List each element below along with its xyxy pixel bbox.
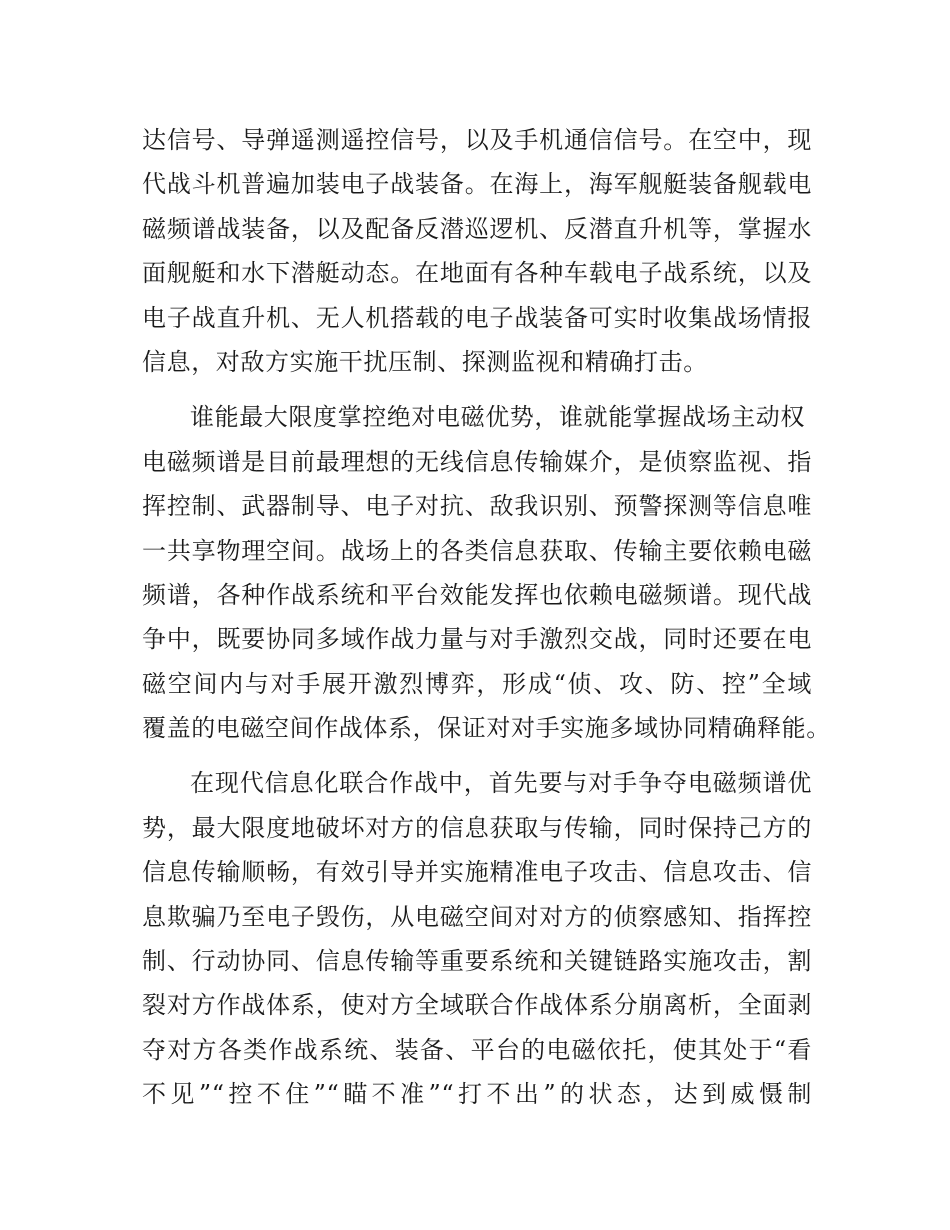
text-line: 不见”“控不住”“瞄不准”“打不出”的状态，达到威慑制 xyxy=(142,1080,812,1109)
paragraph-spacer xyxy=(142,750,812,761)
text-line: 挥控制、武器制导、电子对抗、敌我识别、预警探测等信息唯 xyxy=(142,492,812,521)
text-line: 势，最大限度地破坏对方的信息获取与传输，同时保持己方的 xyxy=(142,813,812,842)
text-line: 电磁频谱是目前最理想的无线信息传输媒介，是侦察监视、指 xyxy=(142,447,812,476)
text-line: 在现代信息化联合作战中，首先要与对手争夺电磁频谱优 xyxy=(190,769,812,798)
text-line-heading: 谁能最大限度掌控绝对电磁优势，谁就能掌握战场主动权 xyxy=(190,403,805,432)
text-line: 磁频谱战装备，以及配备反潜巡逻机、反潜直升机等，掌握水 xyxy=(142,214,812,243)
text-line: 息欺骗乃至电子毁伤，从电磁空间对对方的侦察感知、指挥控 xyxy=(142,902,812,931)
text-line: 裂对方作战体系，使对方全域联合作战体系分崩离析，全面剥 xyxy=(142,991,812,1020)
text-line: 频谱，各种作战系统和平台效能发挥也依赖电磁频谱。现代战 xyxy=(142,580,812,609)
paragraph-3 xyxy=(142,761,812,1116)
paragraph-1 xyxy=(142,118,812,384)
text-line: 面舰艇和水下潜艇动态。在地面有各种车载电子战系统，以及 xyxy=(142,259,812,288)
text-line: 信息传输顺畅，有效引导并实施精准电子攻击、信息攻击、信 xyxy=(142,858,812,887)
document-body xyxy=(142,118,831,1117)
text-line: 代战斗机普遍加装电子战装备。在海上，海军舰艇装备舰载电 xyxy=(142,170,812,199)
text-line: 电子战直升机、无人机搭载的电子战装备可实时收集战场情报 xyxy=(142,303,812,332)
paragraph-spacer xyxy=(142,384,812,395)
text-line: 信息，对敌方实施干扰压制、探测监视和精确打击。 xyxy=(142,347,708,376)
text-line: 争中，既要协同多域作战力量与对手激烈交战，同时还要在电 xyxy=(142,625,812,654)
text-line: 一共享物理空间。战场上的各类信息获取、传输主要依赖电磁 xyxy=(142,536,812,565)
text-line: 制、行动协同、信息传输等重要系统和关键链路实施攻击，割 xyxy=(142,947,812,976)
paragraph-2 xyxy=(142,395,831,750)
text-line: 夺对方各类作战系统、装备、平台的电磁依托，使其处于“看 xyxy=(142,1035,812,1064)
text-line: 达信号、导弹遥测遥控信号，以及手机通信信号。在空中，现 xyxy=(142,126,812,154)
text-line: 覆盖的电磁空间作战体系，保证对对手实施多域协同精确释能。 xyxy=(142,714,831,743)
text-line: 磁空间内与对手展开激烈博弈，形成“侦、攻、防、控”全域 xyxy=(142,669,812,698)
